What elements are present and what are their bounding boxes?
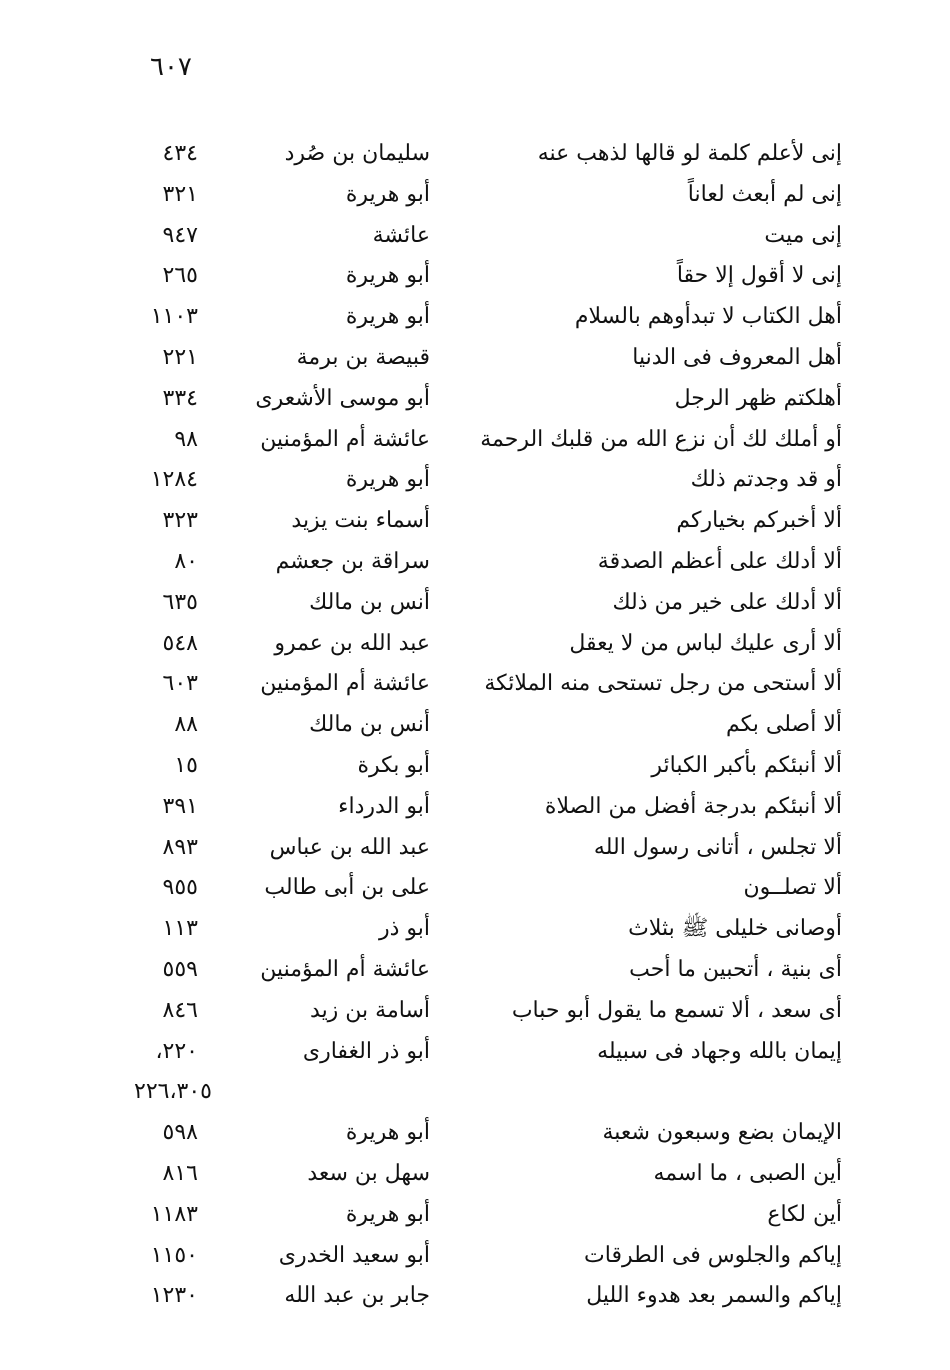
hadith-phrase: ألا أدلك على أعظم الصدقة — [597, 548, 842, 574]
hadith-phrase: ألا أدلك على خير من ذلك — [612, 589, 842, 615]
table-row — [0, 1113, 950, 1154]
narrator-name: أبو ذر الغفارى — [302, 1038, 430, 1064]
page-number: ٦٠٧ — [150, 52, 192, 82]
narrator-name: عائشة أم المؤمنين — [260, 956, 430, 982]
reference-numbers: ٩٨ — [174, 426, 198, 452]
narrator-name: عائشة أم المؤمنين — [260, 671, 430, 697]
narrator-name: أبو الدرداء — [338, 793, 430, 819]
hadith-index-table — [0, 134, 950, 1317]
narrator-name: على بن أبى طالب — [264, 875, 430, 901]
narrator-name: أسامة بن زيد — [310, 997, 430, 1023]
hadith-phrase: الإيمان بضع وسبعون شعبة — [602, 1120, 842, 1146]
narrator-name: عبد الله بن عباس — [269, 834, 430, 860]
reference-numbers: ٣٢١ — [162, 181, 198, 207]
table-row — [0, 1236, 950, 1277]
hadith-phrase: ألا أنبئكم بأكبر الكبائر — [651, 752, 842, 778]
table-row — [0, 216, 950, 257]
narrator-name: عبد الله بن عمرو — [274, 630, 430, 656]
table-row — [0, 542, 950, 583]
narrator-name: أبو سعيد الخدرى — [278, 1242, 430, 1268]
table-row — [0, 583, 950, 624]
reference-numbers: ٢٦٥ — [162, 263, 198, 289]
reference-numbers: ١١٠٣ — [150, 304, 198, 330]
hadith-phrase: أى سعد ، ألا تسمع ما يقول أبو حباب — [511, 997, 842, 1023]
table-row-continuation — [0, 1072, 950, 1113]
hadith-phrase: إنى لا أقول إلا حقاً — [676, 263, 842, 289]
reference-numbers: ٤٣٤ — [162, 141, 198, 166]
reference-numbers: ٨١٦ — [162, 1160, 198, 1186]
hadith-phrase: أهلكتم ظهر الرجل — [674, 385, 842, 411]
reference-numbers: ٥٤٨ — [162, 630, 198, 656]
hadith-phrase: أو أملك لك أن نزع الله من قلبك الرحمة — [480, 426, 842, 452]
table-row — [0, 460, 950, 501]
reference-numbers: ٢٢١ — [162, 344, 198, 370]
narrator-name: أبو هريرة — [345, 1201, 430, 1227]
hadith-phrase: إنى لأعلم كلمة لو قالها لذهب عنه — [537, 141, 842, 166]
narrator-name: أبو موسى الأشعرى — [255, 385, 430, 411]
narrator-name: أبو بكرة — [357, 752, 430, 778]
narrator-name: أبو هريرة — [345, 1120, 430, 1146]
hadith-phrase: ألا أرى عليك لباس من لا يعقل — [569, 630, 842, 656]
hadith-phrase: أو قد وجدتم ذلك — [690, 467, 842, 493]
narrator-name: جابر بن عبد الله — [284, 1283, 430, 1309]
table-row — [0, 1032, 950, 1073]
hadith-phrase: ألا تجلس ، أتانى رسول الله — [593, 834, 842, 860]
table-row — [0, 1195, 950, 1236]
reference-numbers: ٥٩٨ — [162, 1120, 198, 1146]
table-row — [0, 664, 950, 705]
narrator-name: عائشة أم المؤمنين — [260, 426, 430, 452]
hadith-phrase: أهل الكتاب لا تبدأوهم بالسلام — [574, 304, 842, 330]
reference-numbers: ٣٣٤ — [162, 385, 198, 411]
reference-numbers: ١١٨٣ — [150, 1201, 198, 1227]
table-row — [0, 1276, 950, 1317]
hadith-phrase: أين لكاع — [767, 1201, 842, 1227]
narrator-name: سليمان بن صُرد — [284, 141, 430, 166]
table-row — [0, 420, 950, 461]
hadith-phrase: أين الصبى ، ما اسمه — [653, 1160, 842, 1186]
reference-numbers: ٩٤٧ — [162, 222, 198, 248]
table-row — [0, 1154, 950, 1195]
reference-numbers: ٨٠ — [174, 548, 198, 574]
hadith-phrase: ألا أستحى من رجل تستحى منه الملائكة — [484, 671, 842, 697]
narrator-name: أبو هريرة — [345, 263, 430, 289]
reference-numbers: ٥٥٩ — [162, 956, 198, 982]
reference-numbers: ٦٣٥ — [162, 589, 198, 615]
reference-numbers: ١٥ — [174, 752, 198, 778]
hadith-phrase: ألا أخبركم بخياركم — [676, 508, 842, 534]
narrator-name: أسماء بنت يزيد — [291, 508, 430, 534]
reference-numbers: ٢٢٠، — [155, 1038, 198, 1064]
table-row — [0, 705, 950, 746]
table-row — [0, 297, 950, 338]
table-row — [0, 828, 950, 869]
narrator-name: أبو ذر — [378, 916, 430, 942]
reference-numbers: ١١٥٠ — [150, 1242, 198, 1268]
narrator-name: أبو هريرة — [345, 181, 430, 207]
hadith-phrase: ألا أنبئكم بدرجة أفضل من الصلاة — [544, 793, 842, 819]
narrator-name: أنس بن مالك — [309, 589, 430, 615]
table-row — [0, 909, 950, 950]
reference-numbers: ٩٥٥ — [162, 875, 198, 901]
reference-numbers: ١١٣ — [162, 916, 198, 942]
hadith-phrase: ألا أصلى بكم — [726, 712, 842, 738]
hadith-phrase: إيمان بالله وجهاد فى سبيله — [597, 1038, 842, 1064]
hadith-phrase: إياكم والسمر بعد هدوء الليل — [586, 1283, 842, 1309]
narrator-name: سراقة بن جعشم — [275, 548, 430, 574]
narrator-name: أبو هريرة — [345, 467, 430, 493]
reference-numbers: ٣٩١ — [162, 793, 198, 819]
narrator-name: أنس بن مالك — [309, 712, 430, 738]
reference-numbers-continued: ٢٢٦،٣٠٥ — [134, 1079, 212, 1105]
table-row — [0, 379, 950, 420]
hadith-phrase: أهل المعروف فى الدنيا — [632, 344, 842, 370]
reference-numbers: ١٢٣٠ — [150, 1283, 198, 1309]
narrator-name: عائشة — [372, 222, 430, 248]
table-row — [0, 787, 950, 828]
reference-numbers: ٨٤٦ — [162, 997, 198, 1023]
narrator-name: أبو هريرة — [345, 304, 430, 330]
hadith-phrase: إياكم والجلوس فى الطرقات — [584, 1242, 842, 1268]
reference-numbers: ٦٠٣ — [162, 671, 198, 697]
hadith-phrase: إنى ميت — [764, 222, 842, 248]
hadith-phrase: ألا تصلــون — [743, 875, 842, 901]
table-row — [0, 501, 950, 542]
table-row — [0, 624, 950, 665]
table-row — [0, 175, 950, 216]
table-row — [0, 868, 950, 909]
table-row — [0, 256, 950, 297]
table-row — [0, 991, 950, 1032]
reference-numbers: ٣٢٣ — [162, 508, 198, 534]
hadith-phrase: إنى لم أبعث لعاناً — [687, 181, 842, 207]
hadith-phrase: أى بنية ، أتحبين ما أحب — [629, 956, 842, 982]
narrator-name: قبيصة بن برمة — [296, 344, 430, 370]
reference-numbers: ٨٩٣ — [162, 834, 198, 860]
reference-numbers: ٨٨ — [174, 712, 198, 738]
table-row — [0, 950, 950, 991]
table-row — [0, 134, 950, 175]
table-row — [0, 338, 950, 379]
table-row — [0, 746, 950, 787]
reference-numbers: ١٢٨٤ — [150, 467, 198, 493]
narrator-name: سهل بن سعد — [307, 1160, 430, 1186]
hadith-phrase: أوصانى خليلى ﷺ بثلاث — [628, 916, 842, 942]
